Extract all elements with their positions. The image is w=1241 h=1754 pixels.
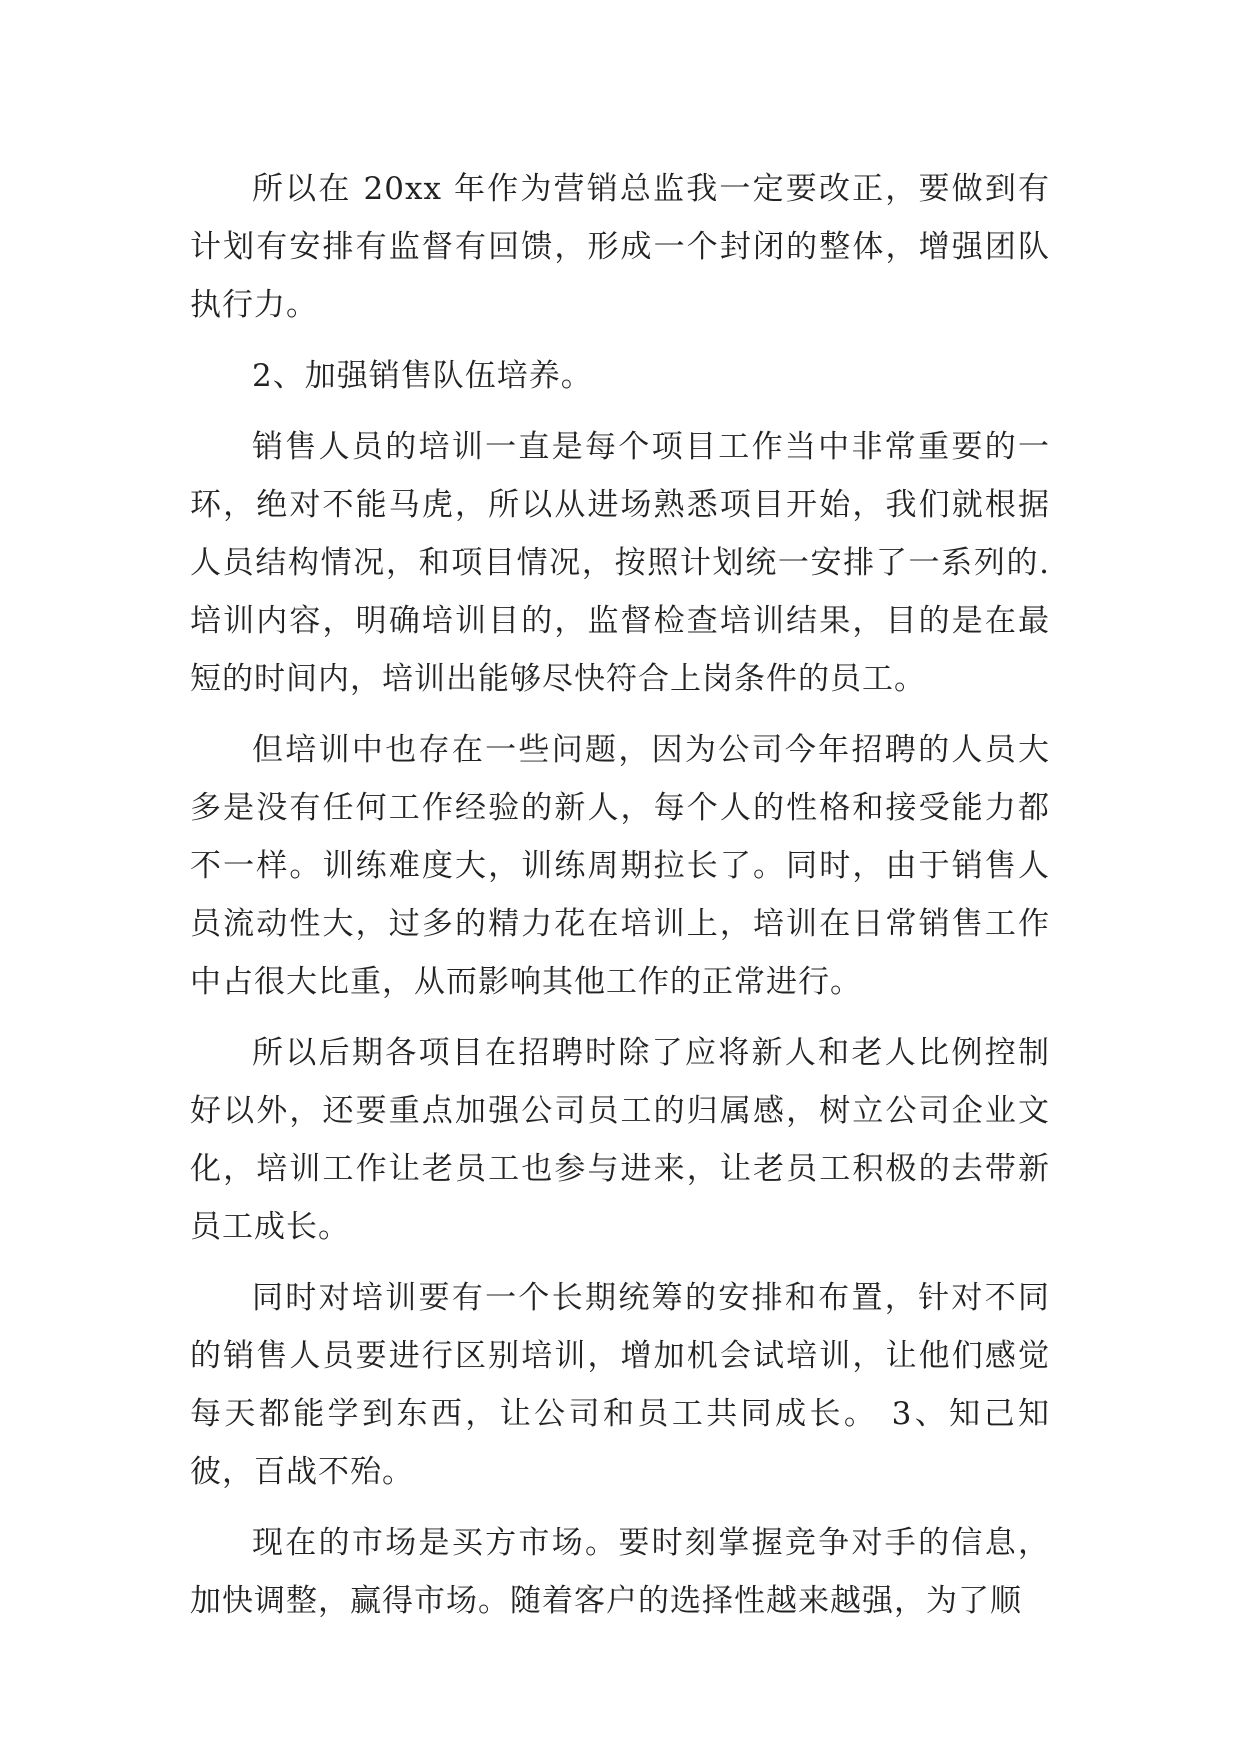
paragraph-6: 同时对培训要有一个长期统筹的安排和布置，针对不同的销售人员要进行区别培训，增加机会试培训，让他们感觉每天都能学到东西，让公司和员工共同成长。 3、知己知彼，百战不殆。 xyxy=(190,1280,1050,1490)
document-body xyxy=(190,160,1050,1643)
paragraph-4: 但培训中也存在一些问题，因为公司今年招聘的人员大多是没有任何工作经验的新人，每个人的性格和接受能力都不一样。训练难度大，训练周期拉长了。同时，由于销售人员流动性大，过多的精力花在培训上，培训在日常销售工作中占很大比重，从而影响其他工作的正常进行。 xyxy=(190,732,1050,1000)
paragraph-2: 2、加强销售队伍培养。 xyxy=(252,358,593,394)
paragraph-1: 所以在 20xx 年作为营销总监我一定要改正，要做到有计划有安排有监督有回馈，形成一个封闭的整体，增强团队执行力。 xyxy=(190,171,1050,323)
paragraph-7: 现在的市场是买方市场。要时刻掌握竞争对手的信息，加快调整，赢得市场。随着客户的选择性越来越强，为了顺 xyxy=(190,1525,1050,1619)
paragraph-3: 销售人员的培训一直是每个项目工作当中非常重要的一环，绝对不能马虎，所以从进场熟悉项目开始，我们就根据人员结构情况，和项目情况，按照计划统一安排了一系列的. 培训内容，明确培训目的，监督检查培训结果，目的是在最短的时间内，培训出能够尽快符合上岗条件的员工。 xyxy=(190,429,1050,697)
paragraph-5: 所以后期各项目在招聘时除了应将新人和老人比例控制好以外，还要重点加强公司员工的归属感，树立公司企业文化，培训工作让老员工也参与进来，让老员工积极的去带新员工成长。 xyxy=(190,1035,1050,1245)
